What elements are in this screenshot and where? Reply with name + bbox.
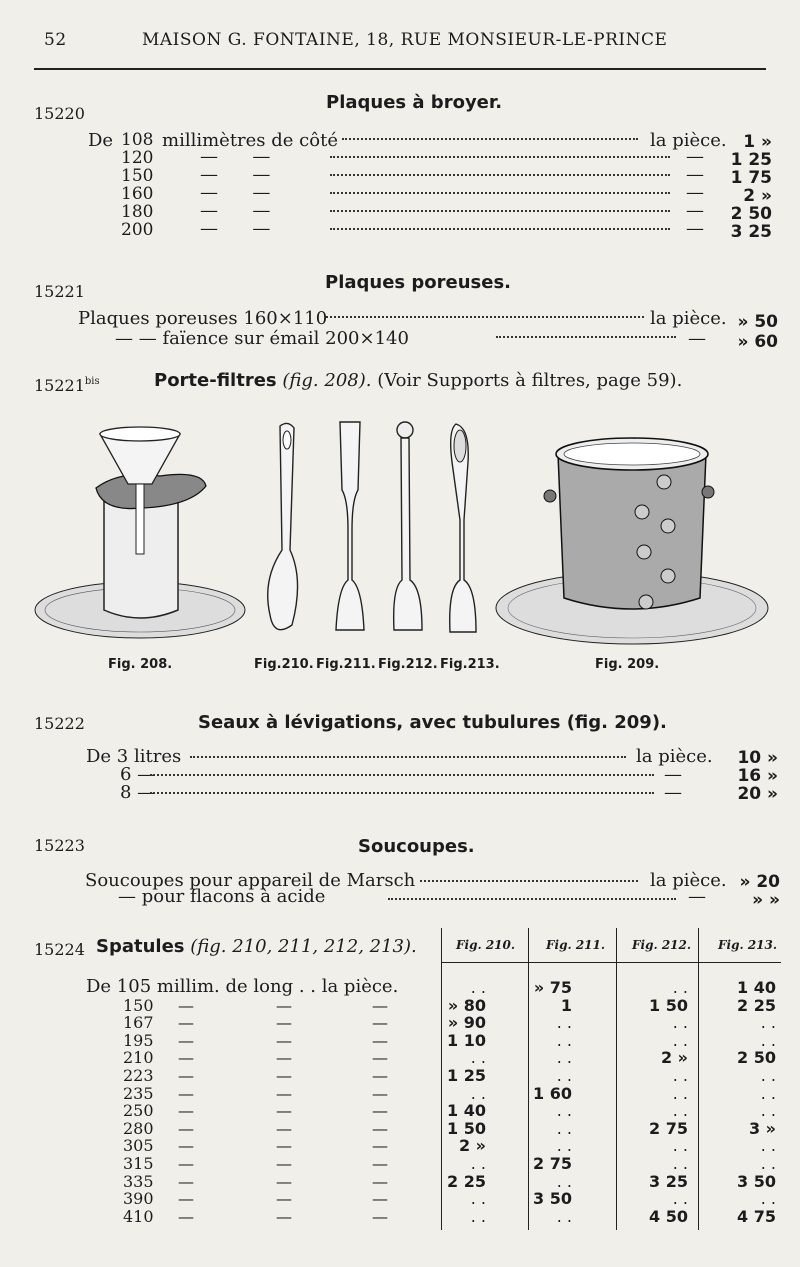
item-soucoupes-flacons: — pour flacons à acide xyxy=(118,886,326,907)
price-value: » 50 xyxy=(737,312,778,332)
price-cell: 3 » xyxy=(748,1118,776,1138)
unit-label: — xyxy=(664,782,682,803)
price-cell: 2 75 xyxy=(533,1154,572,1173)
spatule-size: 315 xyxy=(123,1154,154,1173)
dash-mark: — xyxy=(372,1189,388,1209)
spatule-size: 210 xyxy=(123,1048,154,1068)
title-text: Spatules xyxy=(96,936,185,957)
dash-mark: — xyxy=(178,1136,194,1156)
dash-mark: — xyxy=(372,1154,388,1173)
caption-fig-211: Fig.211. xyxy=(316,657,376,672)
dash-mark: — xyxy=(276,1118,292,1138)
price-value: » 20 xyxy=(739,872,780,892)
empty-cell-dots: . . xyxy=(470,1154,486,1173)
dash-mark: — xyxy=(276,1189,292,1209)
row-size: 180 xyxy=(121,202,154,222)
dash-mark: — xyxy=(372,1136,388,1156)
price-cell: 1 40 xyxy=(447,1101,486,1121)
empty-cell-dots: . . xyxy=(672,1066,688,1085)
dash-mark: — xyxy=(276,1013,292,1033)
dash-mark: — xyxy=(178,1154,194,1173)
section-title-soucoupes: Soucoupes. xyxy=(358,836,475,857)
price-value: 16 » xyxy=(737,766,778,786)
dash-mark: — xyxy=(372,1206,388,1226)
leader-dots xyxy=(330,188,670,194)
spatule-size: 390 xyxy=(123,1189,154,1209)
price-value: 10 » xyxy=(737,748,778,768)
price-cell: 2 75 xyxy=(649,1118,688,1138)
row-desc: — — xyxy=(200,182,271,203)
dash-mark: — xyxy=(178,1030,194,1050)
row-size: 160 xyxy=(121,184,154,204)
leader-dots xyxy=(342,134,638,140)
ref-15224: 15224 xyxy=(34,940,85,959)
unit-label: — xyxy=(686,218,704,239)
row-desc: De 3 litres xyxy=(86,746,182,767)
leader-dots xyxy=(330,206,670,212)
dash-mark: — xyxy=(372,1013,388,1033)
leader-dots xyxy=(150,788,654,794)
dash-mark: — xyxy=(372,1171,388,1191)
section-title-seaux: Seaux à lévigations, avec tubulures (fig. 209). xyxy=(198,712,667,733)
row-size: 150 xyxy=(121,166,154,186)
spatule-size: 280 xyxy=(123,1118,154,1138)
price-cell: 4 50 xyxy=(649,1206,688,1226)
empty-cell-dots: . . xyxy=(470,1048,486,1068)
empty-cell-dots: . . xyxy=(760,1066,776,1085)
header-rule xyxy=(34,68,766,70)
table-divider xyxy=(698,928,699,1230)
caption-fig-208: Fig. 208. xyxy=(108,657,173,672)
unit-label: — xyxy=(688,328,706,349)
empty-cell-dots: . . xyxy=(556,1030,572,1050)
dash-mark: — xyxy=(372,1030,388,1050)
price-cell: 1 25 xyxy=(447,1066,486,1085)
empty-cell-dots: . . xyxy=(672,1030,688,1050)
empty-cell-dots: . . xyxy=(672,1136,688,1156)
empty-cell-dots: . . xyxy=(470,1206,486,1226)
dash-mark: — xyxy=(276,1030,292,1050)
dash-mark: — xyxy=(178,1048,194,1068)
price-value: 2 50 xyxy=(730,204,772,224)
table-header-rule xyxy=(441,962,781,963)
dash-mark: — xyxy=(178,1013,194,1033)
ref-suffix: bis xyxy=(84,376,100,387)
empty-cell-dots: . . xyxy=(556,1171,572,1191)
price-cell: 2 25 xyxy=(447,1171,486,1191)
unit-label: — xyxy=(686,200,704,221)
unit-label: la pièce. xyxy=(650,130,727,151)
ref-15221-bis xyxy=(34,376,100,395)
dash-mark: — xyxy=(276,1083,292,1103)
dash-mark: — xyxy=(178,1171,194,1191)
empty-cell-dots: . . xyxy=(760,1101,776,1121)
ref-15220: 15220 xyxy=(34,104,85,123)
col-header-fig-210: Fig. 210. xyxy=(456,938,516,952)
spatule-size: 250 xyxy=(123,1101,154,1121)
empty-cell-dots: . . xyxy=(556,1048,572,1068)
row-desc: millimètres de côté xyxy=(162,130,338,151)
price-cell: 3 50 xyxy=(737,1171,776,1191)
dash-mark: — xyxy=(276,1101,292,1121)
leader-dots xyxy=(496,332,676,338)
spatule-size: 305 xyxy=(123,1136,154,1156)
price-cell: 4 75 xyxy=(737,1206,776,1226)
caption-fig-213: Fig.213. xyxy=(440,657,500,672)
spatules-first-row-label: De 105 millim. de long . . la pièce. xyxy=(86,976,399,997)
section-title-plaques-a-broyer: Plaques à broyer. xyxy=(326,92,503,113)
item-plaques-poreuses: Plaques poreuses 160×110 xyxy=(78,308,328,329)
col-header-fig-211: Fig. 211. xyxy=(546,938,606,952)
dash-mark: — xyxy=(178,995,194,1015)
spatulas-illustration xyxy=(262,420,492,650)
empty-cell-dots: . . xyxy=(672,1083,688,1103)
ref-15222: 15222 xyxy=(34,714,85,733)
leader-dots xyxy=(330,224,670,230)
price-value: 3 25 xyxy=(730,222,772,242)
empty-cell-dots: . . xyxy=(672,1013,688,1033)
empty-cell-dots: . . xyxy=(556,1066,572,1085)
row-size: 200 xyxy=(121,220,154,240)
price-cell: 1 xyxy=(560,995,572,1015)
price-value: » 60 xyxy=(737,332,778,352)
dash-mark: — xyxy=(276,1066,292,1085)
section-title-porte-filtres xyxy=(154,370,682,391)
page-number: 52 xyxy=(44,30,67,50)
leader-dots xyxy=(388,894,676,900)
table-divider xyxy=(616,928,617,1230)
ref-15223: 15223 xyxy=(34,836,85,855)
empty-cell-dots: . . xyxy=(760,1136,776,1156)
dash-mark: — xyxy=(372,995,388,1015)
dash-mark: — xyxy=(276,1171,292,1191)
dash-mark: — xyxy=(372,1083,388,1103)
row-size: 108 xyxy=(121,130,154,150)
page-header-title: MAISON G. FONTAINE, 18, RUE MONSIEUR-LE-PRINCE xyxy=(142,30,668,50)
dash-mark: — xyxy=(178,1083,194,1103)
price-cell: » 75 xyxy=(533,978,572,997)
empty-cell-dots: . . xyxy=(556,1101,572,1121)
price-cell: 1 50 xyxy=(649,995,688,1015)
row-desc: — — xyxy=(200,200,271,221)
empty-cell-dots: . . xyxy=(556,1013,572,1033)
unit-label: — xyxy=(688,886,706,907)
spatule-size: 335 xyxy=(123,1171,154,1191)
price-value: 20 » xyxy=(737,784,778,804)
dash-mark: — xyxy=(372,1101,388,1121)
dash-mark: — xyxy=(276,995,292,1015)
price-cell: 1 50 xyxy=(447,1118,486,1138)
price-cell: 1 10 xyxy=(447,1030,486,1050)
dash-mark: — xyxy=(178,1206,194,1226)
caption-fig-212: Fig.212. xyxy=(378,657,438,672)
empty-cell-dots: . . xyxy=(556,1118,572,1138)
dash-mark: — xyxy=(178,1101,194,1121)
item-faience: — — faïence sur émail 200×140 xyxy=(115,328,409,349)
section-title-spatules xyxy=(96,936,417,957)
figure-ref: (fig. 208). xyxy=(282,370,372,391)
empty-cell-dots: . . xyxy=(672,1189,688,1209)
price-cell: 1 40 xyxy=(737,978,776,997)
dash-mark: — xyxy=(178,1066,194,1085)
title-text: Porte-filtres xyxy=(154,370,277,391)
dash-mark: — xyxy=(178,1189,194,1209)
dash-mark: — xyxy=(276,1206,292,1226)
levigation-bucket-illustration xyxy=(492,430,774,650)
leader-dots xyxy=(330,170,670,176)
unit-label: — xyxy=(686,182,704,203)
leader-dots xyxy=(330,152,670,158)
ref-15221: 15221 xyxy=(34,282,85,301)
item-soucoupes-marsch: Soucoupes pour appareil de Marsch xyxy=(85,870,416,891)
price-cell: 3 25 xyxy=(649,1171,688,1191)
empty-cell-dots: . . xyxy=(672,1101,688,1121)
caption-fig-209: Fig. 209. xyxy=(595,657,660,672)
leader-dots xyxy=(150,770,654,776)
see-also-note: (Voir Supports à filtres, page 59). xyxy=(377,370,683,391)
row-desc: — — xyxy=(200,218,271,239)
price-cell: » 90 xyxy=(447,1013,486,1033)
empty-cell-dots: . . xyxy=(556,1136,572,1156)
empty-cell-dots: . . xyxy=(760,1013,776,1033)
col-header-fig-213: Fig. 213. xyxy=(718,938,778,952)
empty-cell-dots: . . xyxy=(470,1083,486,1103)
row-desc: 6 — xyxy=(120,764,156,785)
empty-cell-dots: . . xyxy=(470,1189,486,1209)
unit-label: — xyxy=(664,764,682,785)
dash-mark: — xyxy=(178,1118,194,1138)
empty-cell-dots: . . xyxy=(760,1030,776,1050)
spatule-size: 223 xyxy=(123,1066,154,1085)
price-value: 2 » xyxy=(743,186,772,206)
row-prefix: De xyxy=(88,130,114,151)
unit-label: — xyxy=(686,146,704,167)
section-title-plaques-poreuses: Plaques poreuses. xyxy=(325,272,512,293)
empty-cell-dots: . . xyxy=(556,1206,572,1226)
price-cell: 3 50 xyxy=(533,1189,572,1209)
price-cell: 2 50 xyxy=(737,1048,776,1068)
price-value: 1 75 xyxy=(730,168,772,188)
empty-cell-dots: . . xyxy=(760,1154,776,1173)
spatule-size: 150 xyxy=(123,995,154,1015)
leader-dots xyxy=(190,752,626,758)
empty-cell-dots: . . xyxy=(672,1154,688,1173)
row-desc: — — xyxy=(200,146,271,167)
figure-ref: (fig. 210, 211, 212, 213). xyxy=(190,936,417,957)
row-desc: — — xyxy=(200,164,271,185)
empty-cell-dots: . . xyxy=(760,1189,776,1209)
empty-cell-dots: . . xyxy=(672,978,688,997)
dash-mark: — xyxy=(276,1154,292,1173)
leader-dots xyxy=(326,312,644,318)
spatule-size: 410 xyxy=(123,1206,154,1226)
dash-mark: — xyxy=(276,1136,292,1156)
price-cell: 2 » xyxy=(458,1136,486,1156)
price-value: » » xyxy=(752,890,780,910)
unit-label: la pièce. xyxy=(650,308,727,329)
price-cell: 2 » xyxy=(660,1048,688,1068)
price-cell: 2 25 xyxy=(737,995,776,1015)
col-header-fig-212: Fig. 212. xyxy=(632,938,692,952)
dash-mark: — xyxy=(372,1118,388,1138)
spatule-size: 235 xyxy=(123,1083,154,1103)
unit-label: la pièce. xyxy=(636,746,713,767)
spatule-size: 167 xyxy=(123,1013,154,1033)
filter-holder-illustration xyxy=(30,420,260,650)
price-value: 1 » xyxy=(743,132,772,152)
empty-cell-dots: . . xyxy=(760,1083,776,1103)
dash-mark: — xyxy=(372,1048,388,1068)
row-desc: 8 — xyxy=(120,782,156,803)
dash-mark: — xyxy=(372,1066,388,1085)
row-size: 120 xyxy=(121,148,154,168)
unit-label: la pièce. xyxy=(650,870,727,891)
dash-mark: — xyxy=(276,1048,292,1068)
caption-fig-210: Fig.210. xyxy=(254,657,314,672)
ref-number: 15221 xyxy=(34,376,85,395)
spatule-size: 195 xyxy=(123,1030,154,1050)
unit-label: — xyxy=(686,164,704,185)
price-cell: 1 60 xyxy=(533,1083,572,1103)
price-cell: » 80 xyxy=(447,995,486,1015)
price-value: 1 25 xyxy=(730,150,772,170)
leader-dots xyxy=(420,876,638,882)
empty-cell-dots: . . xyxy=(470,978,486,997)
